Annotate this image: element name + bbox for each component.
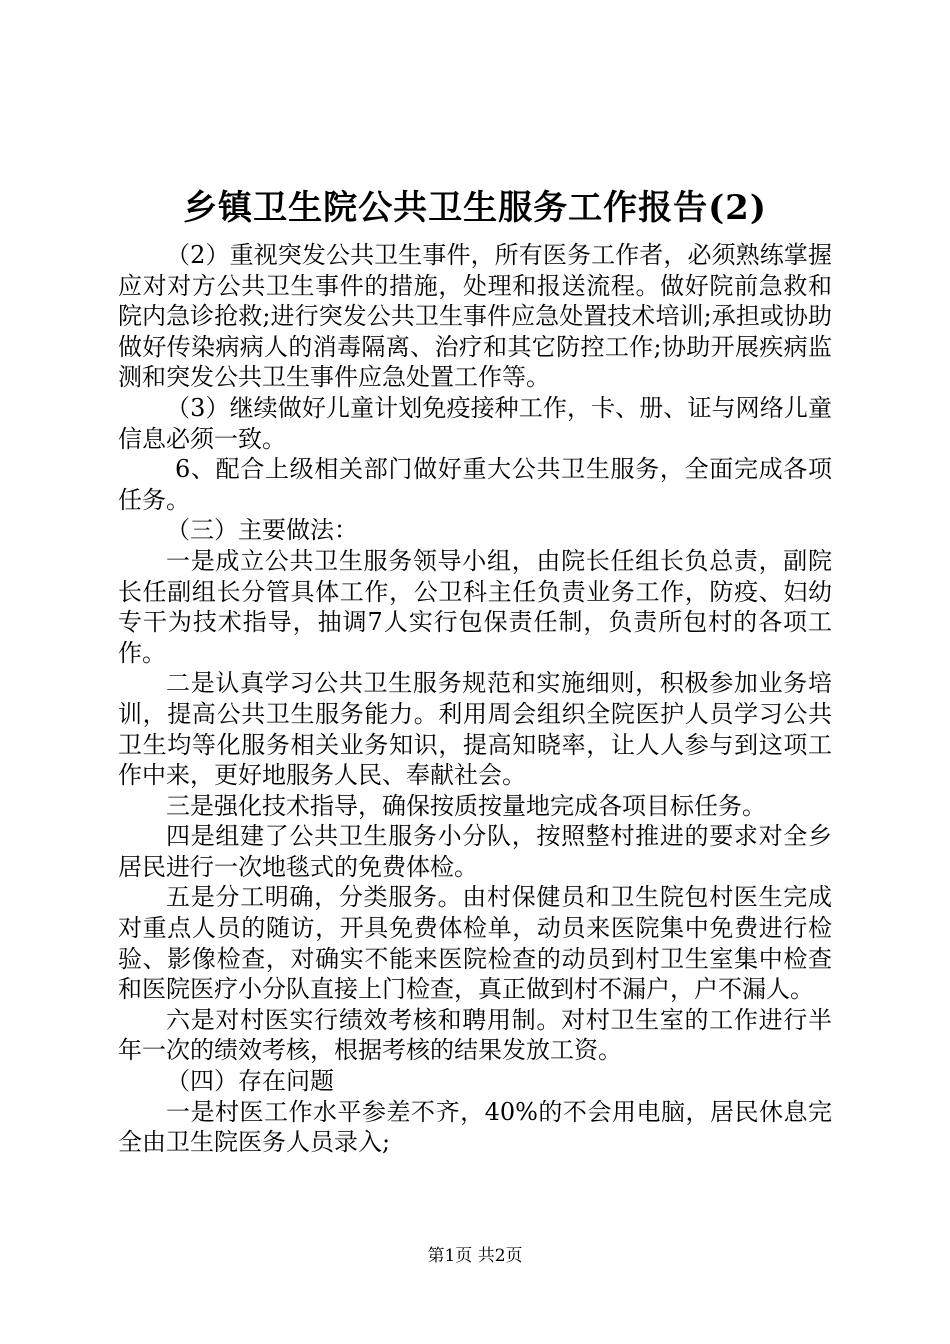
paragraph-cooperate-departments: 6、配合上级相关部门做好重大公共卫生服务，全面完成各项任务。	[118, 455, 832, 514]
document-body	[118, 240, 832, 1158]
paragraph-problem-one: 一是村医工作水平参差不齐，40%的不会用电脑，居民休息完全由卫生院医务人员录入;	[118, 1097, 832, 1157]
paragraph-practice-five: 五是分工明确，分类服务。由村保健员和卫生院包村医生完成对重点人员的随访，开具免费体检单，动员来医院集中免费进行检验、影像检查，对确实不能来医院检查的动员到村卫生室集中检查和医院医疗小分队直接上门检查，真正做到村不漏户，户不漏人。	[118, 883, 832, 1004]
paragraph-practice-six: 六是对村医实行绩效考核和聘用制。对村卫生室的工作进行半年一次的绩效考核，根据考核的结果发放工资。	[118, 1005, 832, 1065]
paragraph-emergency-response: （2）重视突发公共卫生事件，所有医务工作者，必须熟练掌握应对对方公共卫生事件的措施，处理和报送流程。做好院前急救和院内急诊抢救;进行突发公共卫生事件应急处置技术培训;承担或协助做好传染病病人的消毒隔离、治疗和其它防控工作;协助开展疾病监测和突发公共卫生事件应急处置工作等。	[118, 241, 832, 392]
paragraph-practice-three: 三是强化技术指导，确保按质按量地完成各项目标任务。	[166, 791, 766, 820]
paragraph-child-immunization: （3）继续做好儿童计划免疫接种工作，卡、册、证与网络儿童信息必须一致。	[118, 393, 832, 453]
document-title: 乡镇卫生院公共卫生服务工作报告(2)	[183, 188, 767, 228]
paragraph-practice-four: 四是组建了公共卫生服务小分队，按照整村推进的要求对全乡居民进行一次地毯式的免费体检。	[118, 822, 832, 881]
paragraph-practice-two: 二是认真学习公共卫生服务规范和实施细则，积极参加业务培训，提高公共卫生服务能力。利用周会组织全院医护人员学习公共卫生均等化服务相关业务知识，提高知晓率，让人人参与到这项工作中来，更好地服务人民、奉献社会。	[118, 669, 832, 790]
section-heading-problems: （四）存在问题	[166, 1067, 334, 1096]
page-footer: 第1页 共2页	[427, 1246, 523, 1266]
section-heading-main-practices: （三）主要做法：	[166, 516, 358, 545]
paragraph-practice-one: 一是成立公共卫生服务领导小组，由院长任组长负总责，副院长任副组长分管具体工作，公卫科主任负责业务工作，防疫、妇幼专干为技术指导，抽调7人实行包保责任制，负责所包村的各项工作。	[118, 546, 832, 667]
